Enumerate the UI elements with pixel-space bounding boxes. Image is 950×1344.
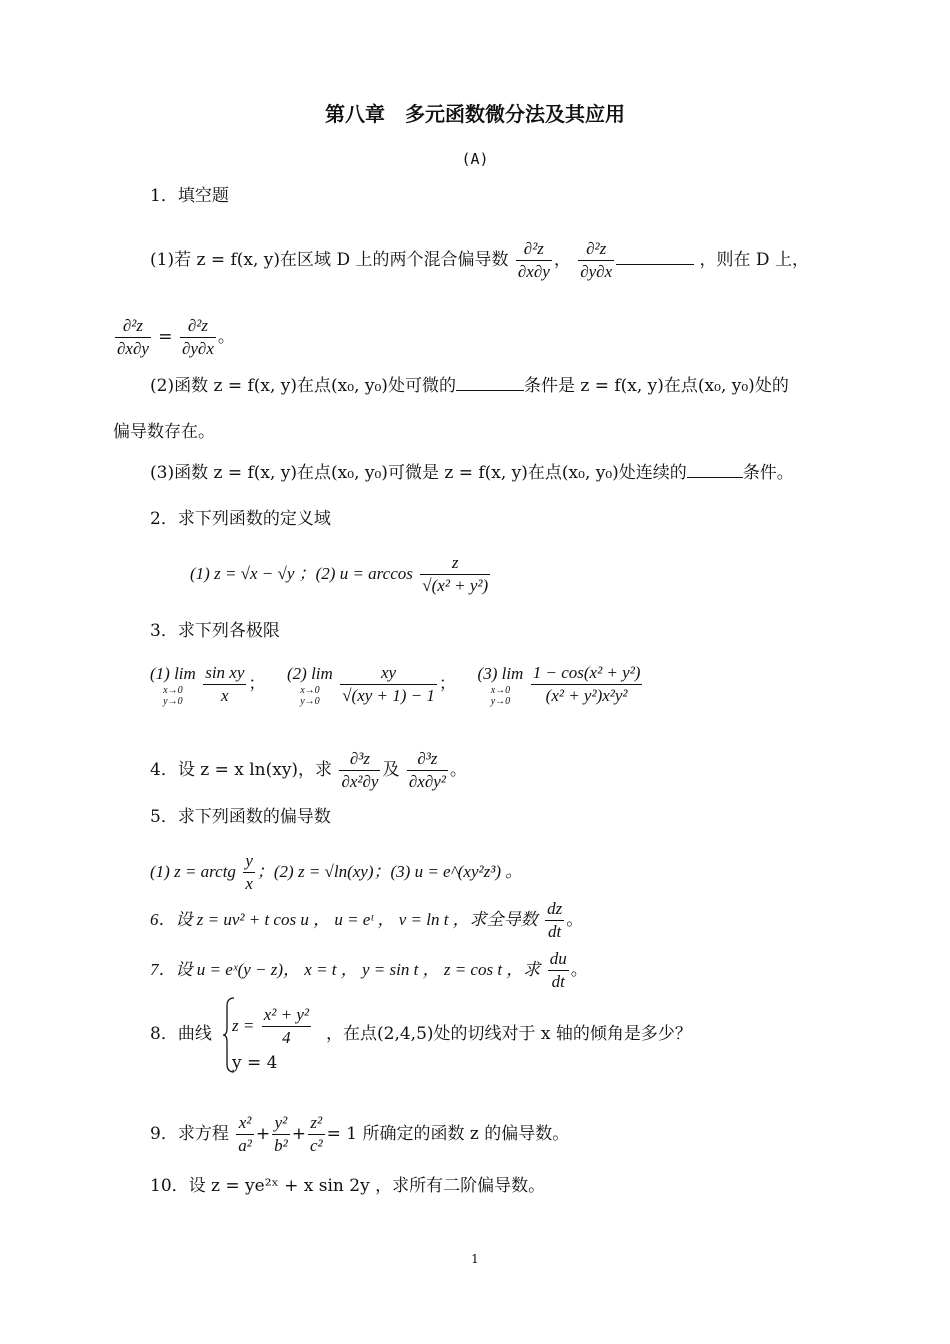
q4-fraction-1 (339, 748, 380, 793)
q5-line (150, 850, 522, 895)
denominator: √(xy + 1) − 1 (342, 686, 435, 705)
q3-line (150, 662, 644, 707)
q9-fraction-y (272, 1112, 290, 1157)
q1-part2-continuation: 偏导数存在。 (113, 422, 215, 442)
denominator: dt (551, 972, 565, 991)
period: 。 (217, 327, 235, 347)
numerator: ∂³z (407, 748, 448, 771)
q6-fraction (545, 898, 564, 943)
plus-sign: + (291, 1124, 306, 1144)
denominator: c² (309, 1136, 323, 1155)
limit-sub-y: y→0 (163, 695, 183, 707)
answer-blank[interactable] (616, 250, 694, 265)
limit-label: (1) lim (150, 663, 196, 683)
numerator: z² (308, 1112, 325, 1135)
numerator: x² (236, 1112, 254, 1135)
page-number: 1 (471, 1252, 479, 1266)
q9-text-b: = 1 所确定的函数 z 的偏导数。 (326, 1124, 570, 1144)
denominator: b² (274, 1136, 288, 1155)
numerator: y (243, 850, 255, 873)
limit-3-fraction (531, 662, 643, 707)
q1-part1-fraction-2 (578, 238, 614, 283)
section-label: (A) (461, 150, 489, 168)
limit-sub-x: x→0 (163, 684, 183, 696)
q1-part3-text-b: 条件。 (742, 463, 794, 483)
limit-1 (150, 663, 196, 707)
q4-fraction-2 (407, 748, 448, 793)
numerator: z (420, 552, 490, 575)
numerator: du (548, 948, 569, 971)
denominator: x (221, 686, 229, 705)
q5-heading: 5．求下列函数的偏导数 (150, 807, 331, 827)
q1-part3-line (150, 462, 794, 484)
q1-part3-text-a: (3)函数 z = f(x, y)在点(x₀, y₀)可微是 z = f(x, y)在点(x₀, y₀)处连续的 (150, 463, 687, 483)
denominator: dt (548, 922, 562, 941)
limit-sub-y: y→0 (300, 695, 320, 707)
answer-blank[interactable] (456, 376, 524, 391)
denominator: (x² + y²)x²y² (545, 686, 628, 705)
denominator: ∂x∂y² (408, 772, 446, 791)
q10-line: 10．设 z = ye²ˣ + x sin 2y ，求所有二阶偏导数。 (150, 1176, 546, 1196)
numerator: ∂²z (578, 238, 614, 261)
q2-expression: (1) z = √x − √y ；(2) u = arccos (190, 564, 413, 583)
numerator: y² (272, 1112, 290, 1135)
q4-text: 4．设 z = x ln(xy)，求 (150, 760, 333, 780)
denominator: ∂x∂y (117, 339, 149, 358)
q5-fraction (243, 850, 255, 895)
denominator: √(x² + y²) (422, 576, 489, 595)
denominator: ∂x²∂y (341, 772, 379, 791)
q9-text-a: 9．求方程 (150, 1124, 229, 1144)
limit-sub-x: x→0 (490, 684, 511, 696)
q2-heading: 2．求下列函数的定义域 (150, 509, 331, 529)
mixed-partial-yx (180, 315, 216, 360)
numerator: ∂²z (516, 238, 552, 261)
q2-line (190, 552, 492, 597)
q6-line (150, 898, 583, 943)
chapter-title: 第八章 多元函数微分法及其应用 (325, 102, 625, 126)
limit-1-fraction (203, 662, 246, 707)
limit-sub-y: y→0 (490, 695, 511, 707)
period: 。 (449, 760, 467, 780)
numerator: dz (545, 898, 564, 921)
q1-part1-text-end: ，则在 D 上， (699, 250, 809, 270)
limit-3 (478, 663, 524, 707)
denominator: a² (238, 1136, 252, 1155)
q8-equation-1 (232, 1004, 313, 1049)
q8-equation-2: y = 4 (232, 1053, 278, 1073)
q5-part-a: (1) z = arctg (150, 862, 236, 881)
q5-part-b: ；(2) z = √ln(xy)；(3) u = e^(xy²z³) 。 (256, 862, 523, 881)
q7-text: 7．设 u = eˣ(y − z)， x = t ， y = sin t ， z = cos t ，求 (150, 960, 541, 979)
numerator: ∂²z (180, 315, 216, 338)
q9-fraction-z (308, 1112, 325, 1157)
q2-fraction (420, 552, 490, 597)
q9-fraction-x (236, 1112, 254, 1157)
numerator: xy (340, 662, 437, 685)
denominator: ∂x∂y (517, 262, 550, 281)
separator: ； (438, 674, 456, 694)
q3-heading: 3．求下列各极限 (150, 621, 280, 641)
limit-label: (2) lim (287, 663, 333, 683)
q1-part1-line: (1)若 z = f(x, y)在区域 D 上的两个混合偏导数 $\frac{\text{∂²z}}{\partial x\partial y}$ ， $\frac{\text{∂²z}}{\partial y\partial x}$ ，则在 D 上， (150, 239, 809, 281)
limit-sub-x: x→0 (300, 684, 320, 696)
q8-question: ，在点(2,4,5)处的切线对于 x 轴的倾角是多少？ (326, 1024, 692, 1044)
q1-heading: 1．填空题 (150, 186, 229, 206)
denominator: x (245, 874, 253, 893)
q1-part2-text-b: 条件是 z = f(x, y)在点(x₀, y₀)处的 (523, 376, 789, 396)
q8-fraction (262, 1004, 311, 1049)
answer-blank[interactable] (687, 463, 743, 478)
limit-2-fraction (340, 662, 437, 707)
eq-lhs: z = (232, 1016, 255, 1035)
q4-line (150, 748, 467, 793)
numerator: ∂²z (115, 315, 151, 338)
q1-part1-equation: $\frac{\text{∂²z}}{\partial x\partial y}$ = $\frac{\text{∂²z}}{\partial y\partial x}$ 。 (117, 316, 235, 358)
limit-label: (3) lim (477, 663, 524, 683)
limit-2 (287, 663, 333, 707)
q1-part2-text-a: (2)函数 z = f(x, y)在点(x₀, y₀)处可微的 (150, 376, 456, 396)
q8-label: 8．曲线 (150, 1024, 212, 1044)
denominator: 4 (282, 1028, 291, 1047)
q6-text: 6．设 z = uv² + t cos u ， u = eᵗ ， v = ln t ，求全导数 (150, 910, 538, 929)
period: 。 (566, 910, 584, 930)
q7-line (150, 948, 588, 993)
numerator: x² + y² (262, 1004, 311, 1027)
q1-part2-line (150, 375, 789, 397)
numerator: sin xy (203, 662, 246, 685)
separator: ； (248, 674, 266, 694)
plus-sign: + (255, 1124, 271, 1144)
conjunction: 及 (382, 760, 400, 780)
q7-fraction (548, 948, 569, 993)
q9-line (150, 1112, 569, 1157)
q1-part1-fraction-1 (516, 238, 552, 283)
q1-part1-text: (1)若 z = f(x, y)在区域 D 上的两个混合偏导数 (150, 250, 509, 270)
mixed-partial-xy (115, 315, 151, 360)
numerator: ∂³z (339, 748, 380, 771)
denominator: ∂y∂x (580, 262, 613, 281)
period: 。 (570, 960, 588, 980)
denominator: ∂y∂x (181, 339, 214, 358)
numerator: 1 − cos(x² + y²) (531, 662, 643, 685)
